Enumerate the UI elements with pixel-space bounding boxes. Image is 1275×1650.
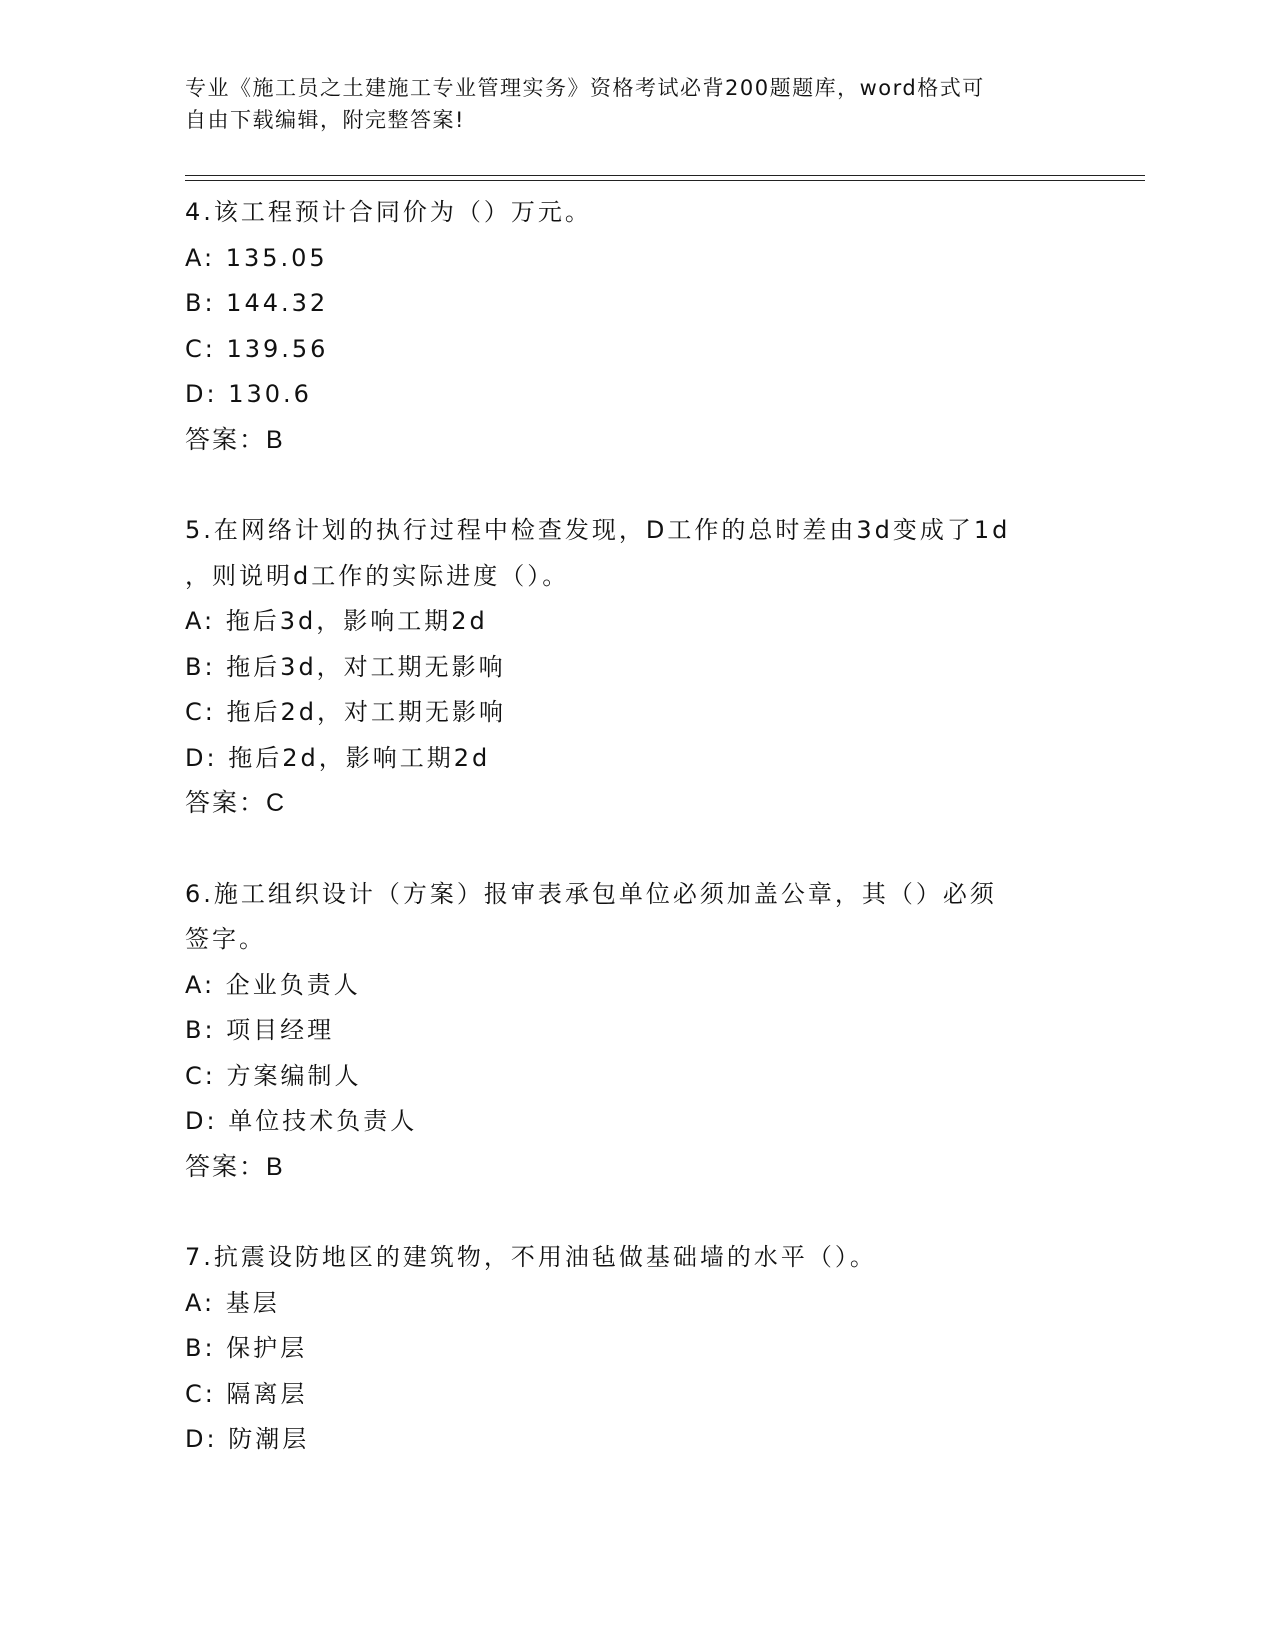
option-d: D: 130.6	[185, 380, 312, 408]
option-b: B: 拖后3d，对工期无影响	[185, 652, 506, 681]
option-d: D: 拖后2d，影响工期2d	[185, 743, 491, 772]
option-c: C: 方案编制人	[185, 1061, 362, 1090]
question-7	[185, 1235, 1085, 1463]
document-header	[185, 72, 1065, 136]
spacer	[185, 1190, 1085, 1235]
question-5	[185, 508, 1085, 827]
answer-label: 答案：C	[185, 789, 287, 817]
option-d: D: 单位技术负责人	[185, 1107, 418, 1135]
question-6	[185, 872, 1085, 1191]
option-c: C: 拖后2d，对工期无影响	[185, 698, 506, 726]
option-a: A: 基层	[185, 1288, 280, 1317]
option-d: D: 防潮层	[185, 1425, 310, 1453]
question-stem: 7.抗震设防地区的建筑物，不用油毡做基础墙的水平（）。	[185, 1243, 877, 1271]
header-divider-bottom	[185, 180, 1145, 181]
question-stem-continued: ，则说明d工作的实际进度（）。	[185, 561, 570, 590]
spacer	[185, 463, 1085, 508]
question-stem: 4.该工程预计合同价为（）万元。	[185, 198, 592, 226]
option-a: A: 拖后3d，影响工期2d	[185, 607, 488, 635]
option-c: C: 隔离层	[185, 1379, 308, 1408]
option-b: B: 保护层	[185, 1334, 308, 1362]
option-b: B: 144.32	[185, 289, 329, 317]
header-line-2: 自由下载编辑，附完整答案!	[185, 108, 465, 132]
answer-label: 答案：B	[185, 1152, 285, 1181]
option-a: A: 135.05	[185, 243, 328, 272]
option-b: B: 项目经理	[185, 1016, 335, 1044]
question-list	[185, 190, 1085, 1463]
question-stem: 5.在网络计划的执行过程中检查发现，D工作的总时差由3d变成了1d	[185, 516, 1011, 544]
option-a: A: 企业负责人	[185, 970, 361, 999]
option-c: C: 139.56	[185, 334, 329, 363]
answer-label: 答案：B	[185, 425, 285, 454]
question-stem: 6.施工组织设计（方案）报审表承包单位必须加盖公章，其（）必须	[185, 879, 997, 908]
header-divider-top	[185, 175, 1145, 176]
question-4	[185, 190, 1085, 463]
spacer	[185, 827, 1085, 872]
header-line-1: 专业《施工员之土建施工专业管理实务》资格考试必背200题题库，word格式可	[185, 76, 985, 100]
question-stem-continued: 签字。	[185, 925, 266, 953]
